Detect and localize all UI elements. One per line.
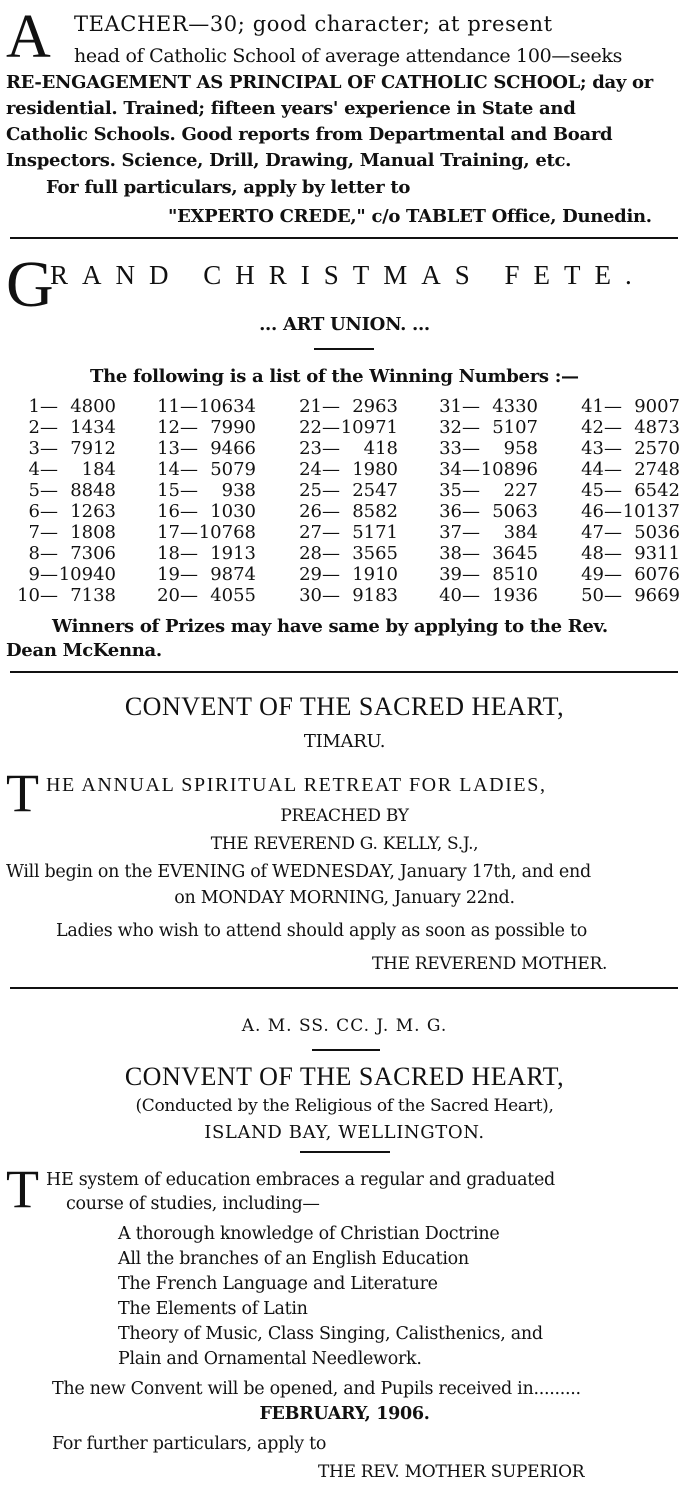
ticket-number: 7138 [70, 585, 116, 606]
winning-number-entry [2, 501, 124, 522]
prize-number: 7 [28, 522, 40, 543]
prize-number: 34 [439, 459, 462, 480]
dash: — [604, 438, 622, 459]
dash: — [322, 459, 340, 480]
prize-number: 28 [299, 543, 322, 564]
prize-number: 42 [581, 417, 604, 438]
teacher-line-2: head of Catholic School of average attendance 100—seeks [74, 45, 623, 67]
dash: — [40, 501, 58, 522]
ticket-number: 9183 [352, 585, 398, 606]
ticket-number: 958 [503, 438, 538, 459]
ticket-number: 8582 [352, 501, 398, 522]
prize-number: 11 [157, 396, 180, 417]
prize-number: 1 [28, 396, 40, 417]
winning-number-entry [566, 564, 688, 585]
prize-number: 38 [439, 543, 462, 564]
study-item: A thorough knowledge of Christian Doctrine [118, 1224, 500, 1244]
prize-number: 31 [439, 396, 462, 417]
prize-number: 5 [28, 480, 40, 501]
section-divider [10, 987, 678, 989]
winning-number-entry [284, 564, 406, 585]
prize-number: 26 [299, 501, 322, 522]
winning-number-entry [424, 522, 546, 543]
dash: — [180, 459, 198, 480]
ticket-number: 2963 [352, 396, 398, 417]
ticket-number: 9007 [634, 396, 680, 417]
section-divider [10, 671, 678, 673]
winning-number-entry [566, 438, 688, 459]
prize-number: 10 [17, 585, 40, 606]
dash: — [322, 438, 340, 459]
winning-number-entry [284, 417, 406, 438]
teacher-line-3: RE-ENGAGEMENT AS PRINCIPAL OF CATHOLIC SCHOOL; day or [6, 72, 653, 93]
ticket-number: 7306 [70, 543, 116, 564]
winning-number-entry [142, 564, 264, 585]
dash: — [40, 585, 58, 606]
prize-number: 43 [581, 438, 604, 459]
prize-number: 8 [28, 543, 40, 564]
ticket-number: 938 [221, 480, 256, 501]
ticket-number: 4330 [492, 396, 538, 417]
dash: — [462, 564, 480, 585]
winning-number-entry [2, 522, 124, 543]
dash: — [604, 522, 622, 543]
island-bay-drop-cap: T [6, 1159, 39, 1219]
prize-number: 39 [439, 564, 462, 585]
winning-numbers-column [142, 396, 264, 606]
winning-number-entry [284, 438, 406, 459]
winning-numbers-column [566, 396, 688, 606]
teacher-drop-cap: A [6, 3, 51, 71]
prize-number: 12 [157, 417, 180, 438]
winning-number-entry [566, 543, 688, 564]
winning-number-entry [142, 417, 264, 438]
ticket-number: 5171 [352, 522, 398, 543]
prize-number: 40 [439, 585, 462, 606]
ticket-number: 2748 [634, 459, 680, 480]
prize-number: 36 [439, 501, 462, 522]
island-bay-system-1: HE system of education embraces a regular and graduated [46, 1170, 555, 1190]
winning-number-entry [142, 522, 264, 543]
prize-number: 19 [157, 564, 180, 585]
dash: — [180, 417, 198, 438]
winning-number-entry [424, 564, 546, 585]
winning-number-entry [566, 396, 688, 417]
ticket-number: 9466 [210, 438, 256, 459]
winning-number-entry [2, 396, 124, 417]
winning-number-entry [284, 459, 406, 480]
island-bay-further: For further particulars, apply to [52, 1434, 327, 1454]
winning-number-entry [284, 543, 406, 564]
prize-number: 48 [581, 543, 604, 564]
retreat-ladies: Ladies who wish to attend should apply as soon as possible to [56, 921, 587, 941]
ticket-number: 1913 [210, 543, 256, 564]
prize-number: 33 [439, 438, 462, 459]
winning-number-entry [284, 501, 406, 522]
winning-number-entry [424, 438, 546, 459]
winning-number-entry [566, 585, 688, 606]
dash: — [604, 480, 622, 501]
dash: — [462, 522, 480, 543]
dash: — [180, 522, 198, 543]
short-divider [300, 1151, 390, 1153]
ticket-number: 1980 [352, 459, 398, 480]
dash: — [40, 396, 58, 417]
retreat-signoff: THE REVEREND MOTHER. [372, 954, 608, 974]
prize-number: 16 [157, 501, 180, 522]
dash: — [40, 438, 58, 459]
study-item: All the branches of an English Education [118, 1249, 469, 1269]
ticket-number: 5079 [210, 459, 256, 480]
teacher-line-5: Catholic Schools. Good reports from Departmental and Board [6, 124, 613, 145]
prize-number: 4 [28, 459, 40, 480]
winning-number-entry [142, 480, 264, 501]
short-divider [314, 348, 374, 350]
dash: — [462, 501, 480, 522]
ticket-number: 1936 [492, 585, 538, 606]
dash: — [462, 438, 480, 459]
ticket-number: 2570 [634, 438, 680, 459]
ticket-number: 3565 [352, 543, 398, 564]
dash: — [462, 417, 480, 438]
winning-number-entry [142, 501, 264, 522]
ticket-number: 5036 [634, 522, 680, 543]
dash: — [604, 417, 622, 438]
winning-number-entry [2, 438, 124, 459]
prize-number: 49 [581, 564, 604, 585]
dash: — [180, 438, 198, 459]
ticket-number: 384 [503, 522, 538, 543]
prize-number: 18 [157, 543, 180, 564]
dash: — [604, 396, 622, 417]
island-bay-convent-title: CONVENT OF THE SACRED HEART, [124, 1062, 565, 1091]
study-item: Theory of Music, Class Singing, Calisthenics, and [118, 1324, 543, 1344]
ticket-number: 10768 [198, 522, 256, 543]
winning-number-entry [566, 459, 688, 480]
prize-number: 29 [299, 564, 322, 585]
dash: — [180, 564, 198, 585]
winning-number-entry [142, 585, 264, 606]
winning-number-entry [424, 396, 546, 417]
dash: — [604, 585, 622, 606]
ticket-number: 10896 [480, 459, 538, 480]
ticket-number: 8848 [70, 480, 116, 501]
retreat-convent-title: CONVENT OF THE SACRED HEART, [124, 692, 565, 721]
ticket-number: 5107 [492, 417, 538, 438]
winning-number-entry [284, 585, 406, 606]
dash: — [180, 585, 198, 606]
island-bay-signoff: THE REV. MOTHER SUPERIOR [318, 1462, 585, 1482]
prize-number: 27 [299, 522, 322, 543]
winning-number-entry [2, 585, 124, 606]
prize-number: 41 [581, 396, 604, 417]
winning-number-entry [566, 501, 688, 522]
prize-number: 25 [299, 480, 322, 501]
teacher-line-1: TEACHER—30; good character; at present [74, 12, 553, 36]
dash: — [322, 480, 340, 501]
winning-number-entry [2, 564, 124, 585]
island-bay-motto: A. M. SS. CC. J. M. G. [241, 1016, 448, 1036]
prize-number: 23 [299, 438, 322, 459]
winning-number-entry [142, 543, 264, 564]
prize-number: 35 [439, 480, 462, 501]
winning-number-entry [2, 480, 124, 501]
ticket-number: 10971 [340, 417, 398, 438]
ticket-number: 10137 [622, 501, 680, 522]
prize-number: 24 [299, 459, 322, 480]
dash: — [322, 501, 340, 522]
ticket-number: 7990 [210, 417, 256, 438]
dash: — [604, 501, 622, 522]
dash: — [462, 396, 480, 417]
dash: — [462, 459, 480, 480]
winning-number-entry [2, 459, 124, 480]
prize-number: 22 [299, 417, 322, 438]
ticket-number: 227 [503, 480, 538, 501]
winning-numbers-column [2, 396, 124, 606]
island-bay-opening: The new Convent will be opened, and Pupils received in......... [52, 1379, 581, 1399]
dash: — [180, 480, 198, 501]
prize-number: 37 [439, 522, 462, 543]
fete-drop-cap: G [6, 248, 54, 321]
ticket-number: 1030 [210, 501, 256, 522]
dash: — [462, 585, 480, 606]
ticket-number: 1808 [70, 522, 116, 543]
winning-number-entry [566, 417, 688, 438]
ticket-number: 9669 [634, 585, 680, 606]
winning-number-entry [142, 438, 264, 459]
island-bay-place: ISLAND BAY, WELLINGTON. [204, 1122, 485, 1143]
ticket-number: 2547 [352, 480, 398, 501]
winning-number-entry [284, 480, 406, 501]
island-bay-system-2: course of studies, including— [66, 1194, 320, 1214]
winning-number-entry [424, 417, 546, 438]
prize-number: 46 [581, 501, 604, 522]
winning-number-entry [284, 522, 406, 543]
ticket-number: 1434 [70, 417, 116, 438]
winning-number-entry [284, 396, 406, 417]
dash: — [322, 543, 340, 564]
prize-number: 9 [28, 564, 40, 585]
winning-number-entry [2, 417, 124, 438]
winning-number-entry [424, 585, 546, 606]
dash: — [322, 585, 340, 606]
ticket-number: 6076 [634, 564, 680, 585]
dash: — [322, 417, 340, 438]
prize-number: 21 [299, 396, 322, 417]
retreat-begin-1: Will begin on the EVENING of WEDNESDAY, January 17th, and end [6, 862, 591, 882]
prize-number: 14 [157, 459, 180, 480]
study-item: The French Language and Literature [118, 1274, 438, 1294]
dash: — [40, 543, 58, 564]
prize-number: 15 [157, 480, 180, 501]
teacher-line-7: For full particulars, apply by letter to [46, 177, 411, 198]
ticket-number: 4873 [634, 417, 680, 438]
short-divider [312, 1049, 380, 1051]
prize-number: 50 [581, 585, 604, 606]
teacher-line-6: Inspectors. Science, Drill, Drawing, Manual Training, etc. [6, 150, 572, 171]
winning-numbers-column [424, 396, 546, 606]
dash: — [180, 501, 198, 522]
winning-number-entry [424, 543, 546, 564]
fete-footer-2: Dean McKenna. [6, 640, 162, 661]
ticket-number: 10634 [198, 396, 256, 417]
ticket-number: 10940 [58, 564, 116, 585]
ticket-number: 8510 [492, 564, 538, 585]
study-item: Plain and Ornamental Needlework. [118, 1349, 422, 1369]
prize-number: 45 [581, 480, 604, 501]
prize-number: 13 [157, 438, 180, 459]
winning-numbers-column [284, 396, 406, 606]
prize-number: 3 [28, 438, 40, 459]
prize-number: 47 [581, 522, 604, 543]
ticket-number: 4055 [210, 585, 256, 606]
fete-title: RAND CHRISTMAS FETE. [50, 260, 646, 290]
winning-number-entry [142, 396, 264, 417]
ticket-number: 1263 [70, 501, 116, 522]
prize-number: 30 [299, 585, 322, 606]
prize-number: 6 [28, 501, 40, 522]
study-item: The Elements of Latin [118, 1299, 308, 1319]
prize-number: 2 [28, 417, 40, 438]
ticket-number: 5063 [492, 501, 538, 522]
island-bay-date: FEBRUARY, 1906. [259, 1404, 430, 1424]
ticket-number: 3645 [492, 543, 538, 564]
ticket-number: 9874 [210, 564, 256, 585]
dash: — [462, 543, 480, 564]
dash: — [40, 564, 58, 585]
dash: — [462, 480, 480, 501]
ticket-number: 184 [81, 459, 116, 480]
ticket-number: 4800 [70, 396, 116, 417]
ticket-number: 6542 [634, 480, 680, 501]
ticket-number: 1910 [352, 564, 398, 585]
dash: — [40, 459, 58, 480]
fete-subtitle: ... ART UNION. ... [259, 314, 430, 335]
retreat-begin-2: on MONDAY MORNING, January 22nd. [174, 888, 515, 908]
ticket-number: 7912 [70, 438, 116, 459]
ticket-number: 418 [363, 438, 398, 459]
retreat-announcement: HE ANNUAL SPIRITUAL RETREAT FOR LADIES, [46, 774, 547, 796]
retreat-place: TIMARU. [303, 731, 386, 752]
dash: — [322, 522, 340, 543]
retreat-reverend: THE REVEREND G. KELLY, S.J., [210, 834, 479, 854]
prize-number: 17 [157, 522, 180, 543]
ticket-number: 9311 [634, 543, 680, 564]
dash: — [604, 543, 622, 564]
teacher-contact-line: "EXPERTO CREDE," c/o TABLET Office, Dunedin. [168, 206, 652, 227]
dash: — [322, 564, 340, 585]
winning-number-entry [424, 501, 546, 522]
prize-number: 44 [581, 459, 604, 480]
winning-number-entry [424, 480, 546, 501]
retreat-preached-by: PREACHED BY [280, 806, 409, 826]
winning-number-entry [2, 543, 124, 564]
dash: — [604, 459, 622, 480]
dash: — [604, 564, 622, 585]
winning-numbers-intro: The following is a list of the Winning Numbers :— [90, 366, 579, 387]
teacher-line-4: residential. Trained; fifteen years' experience in State and [6, 98, 576, 119]
dash: — [322, 396, 340, 417]
prize-number: 32 [439, 417, 462, 438]
winning-number-entry [566, 480, 688, 501]
winning-number-entry [566, 522, 688, 543]
island-bay-conducted: (Conducted by the Religious of the Sacred Heart), [135, 1096, 554, 1116]
dash: — [180, 543, 198, 564]
dash: — [40, 417, 58, 438]
dash: — [40, 522, 58, 543]
dash: — [180, 396, 198, 417]
dash: — [40, 480, 58, 501]
winning-number-entry [424, 459, 546, 480]
section-divider [10, 237, 678, 239]
fete-footer-1: Winners of Prizes may have same by applying to the Rev. [52, 616, 608, 637]
retreat-drop-cap: T [6, 763, 39, 823]
winning-number-entry [142, 459, 264, 480]
prize-number: 20 [157, 585, 180, 606]
